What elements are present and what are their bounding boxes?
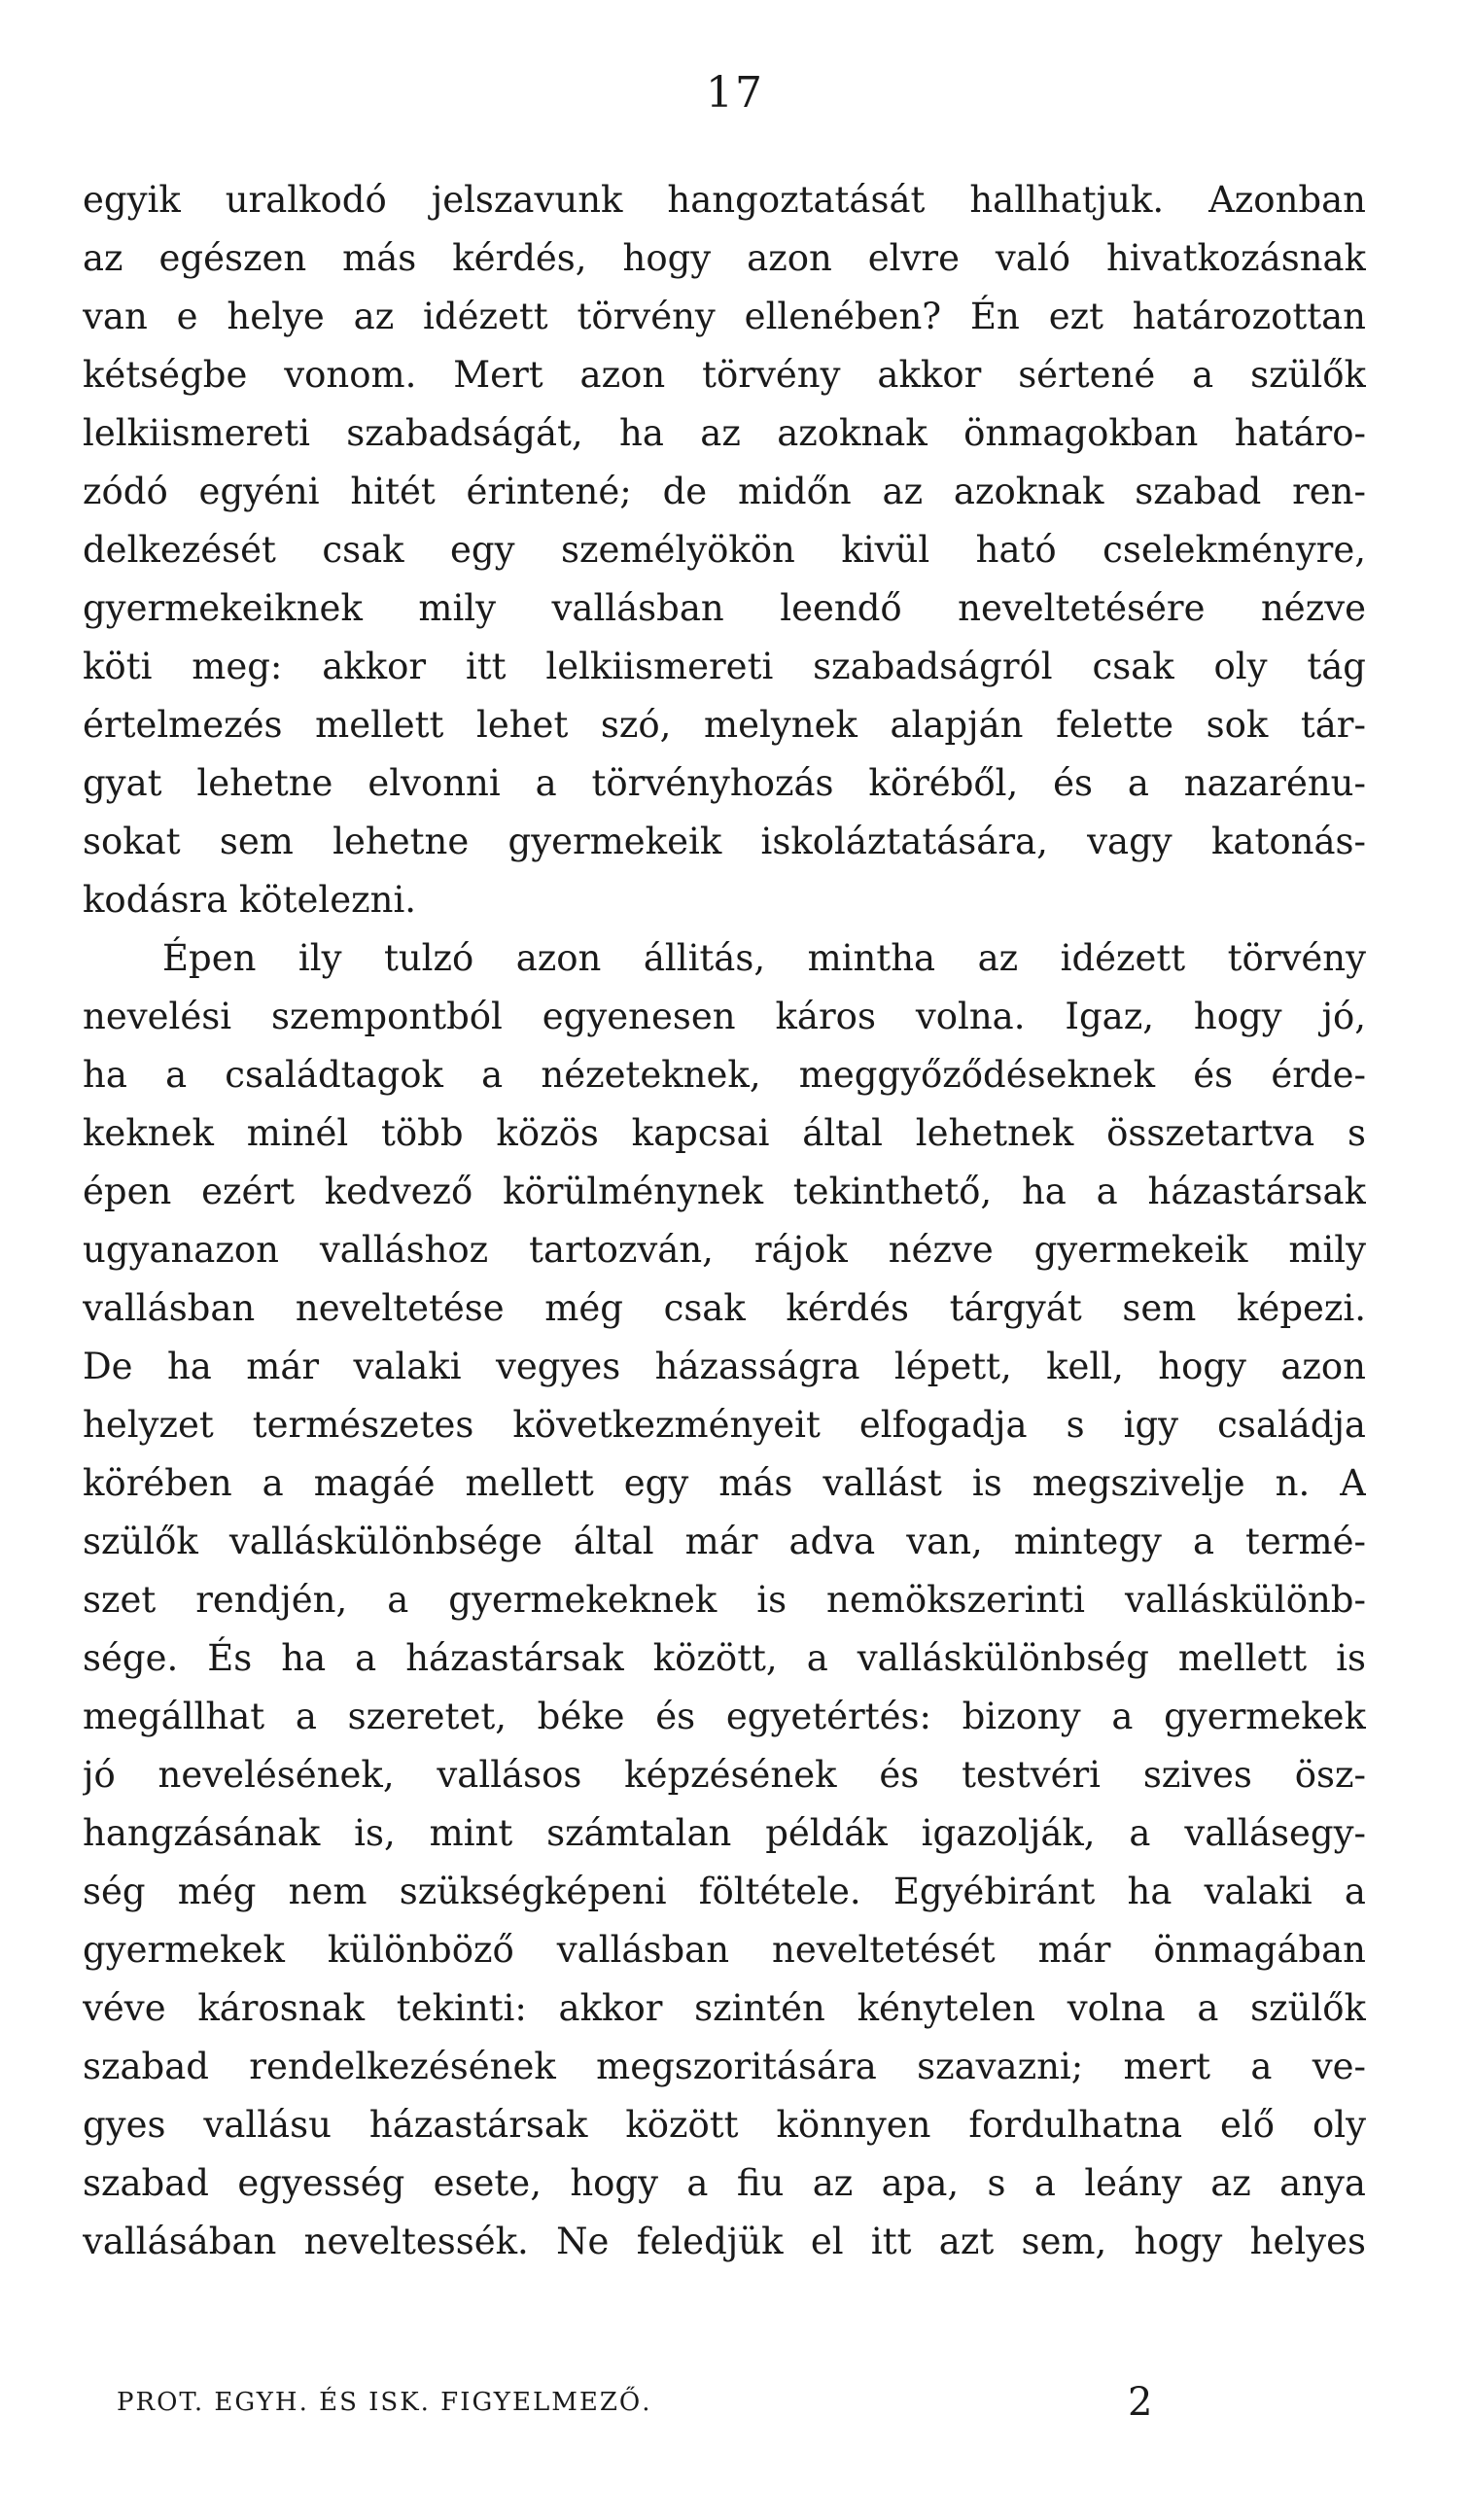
text-line: De ha már valaki vegyes házasságra lépett, kell, hogy azon: [83, 1346, 1366, 1387]
text-line: gyat lehetne elvonni a törvényhozás köréből, és a nazarénu-: [83, 762, 1366, 804]
text-line: köti meg: akkor itt lelkiismereti szabadságról csak oly tág: [83, 646, 1366, 687]
text-line: kodásra kötelezni.: [83, 879, 417, 921]
text-line: ugyanazon valláshoz tartozván, rájok nézve gyermekeik mily: [83, 1229, 1366, 1271]
text-line: gyes vallásu házastársak között könnyen fordulhatna elő oly: [83, 2104, 1366, 2146]
text-line: sége. És ha a házastársak között, a valláskülönbség mellett is: [83, 1637, 1366, 1679]
text-line: értelmezés mellett lehet szó, melynek alapján felette sok tár-: [83, 704, 1366, 746]
text-line: zódó egyéni hitét érintené; de midőn az azoknak szabad ren-: [83, 471, 1366, 512]
text-line: véve károsnak tekinti: akkor szintén kénytelen volna a szülők: [83, 1987, 1366, 2029]
sheet-number: 2: [1128, 2380, 1153, 2425]
text-line: épen ezért kedvező körülménynek tekinthető, ha a házastársak: [83, 1171, 1366, 1212]
text-line: kétségbe vonom. Mert azon törvény akkor sértené a szülők: [83, 354, 1366, 396]
text-line: körében a magáé mellett egy más vallást is megszivelje n. A: [83, 1462, 1366, 1504]
text-line: Épen ily tulzó azon állitás, mintha az idézett törvény: [162, 937, 1366, 979]
text-line: ség még nem szükségképeni föltétele. Egyébiránt ha valaki a: [83, 1871, 1366, 1912]
text-line: delkezését csak egy személyökön kivül ható cselekményre,: [83, 529, 1366, 571]
text-line: van e helye az idézett törvény ellenében? Én ezt határozottan: [83, 296, 1366, 337]
text-line: szabad rendelkezésének megszoritására szavazni; mert a ve-: [83, 2046, 1366, 2087]
text-line: hangzásának is, mint számtalan példák igazolják, a vallásegy-: [83, 1812, 1366, 1854]
page-footer: [117, 2380, 1371, 2429]
text-line: keknek minél több közös kapcsai által lehetnek összetartva s: [83, 1112, 1366, 1154]
page-number: 17: [706, 68, 764, 118]
text-line: jó nevelésének, vallásos képzésének és testvéri szives ösz-: [83, 1754, 1366, 1796]
printer-signature: PROT. EGYH. ÉS ISK. FIGYELMEZŐ.: [117, 2388, 652, 2417]
text-line: helyzet természetes következményeit elfogadja s igy családja: [83, 1404, 1366, 1446]
text-line: nevelési szempontból egyenesen káros volna. Igaz, hogy jó,: [83, 996, 1366, 1037]
text-line: gyermekeiknek mily vallásban leendő neveltetésére nézve: [83, 587, 1366, 629]
text-line: lelkiismereti szabadságát, ha az azoknak önmagokban határo-: [83, 412, 1366, 454]
text-line: sokat sem lehetne gyermekeik iskoláztatására, vagy katonás-: [83, 821, 1366, 862]
text-line: szabad egyesség esete, hogy a fiu az apa, s a leány az anya: [83, 2162, 1366, 2204]
text-line: gyermekek különböző vallásban neveltetését már önmagában: [83, 1929, 1366, 1971]
text-line: vallásban neveltetése még csak kérdés tárgyát sem képezi.: [83, 1287, 1366, 1329]
text-line: megállhat a szeretet, béke és egyetértés: bizony a gyermekek: [83, 1696, 1366, 1737]
body-text: [83, 171, 1366, 2271]
text-line: ha a családtagok a nézeteknek, meggyőződéseknek és érde-: [83, 1054, 1366, 1096]
text-line: egyik uralkodó jelszavunk hangoztatását hallhatjuk. Azonban: [83, 179, 1366, 221]
text-line: szet rendjén, a gyermekeknek is nemökszerinti valláskülönb-: [83, 1579, 1366, 1621]
text-line: vallásában neveltessék. Ne feledjük el itt azt sem, hogy helyes: [83, 2221, 1366, 2262]
text-line: az egészen más kérdés, hogy azon elvre való hivatkozásnak: [83, 237, 1366, 279]
text-line: szülők valláskülönbsége által már adva van, mintegy a termé-: [83, 1521, 1366, 1562]
